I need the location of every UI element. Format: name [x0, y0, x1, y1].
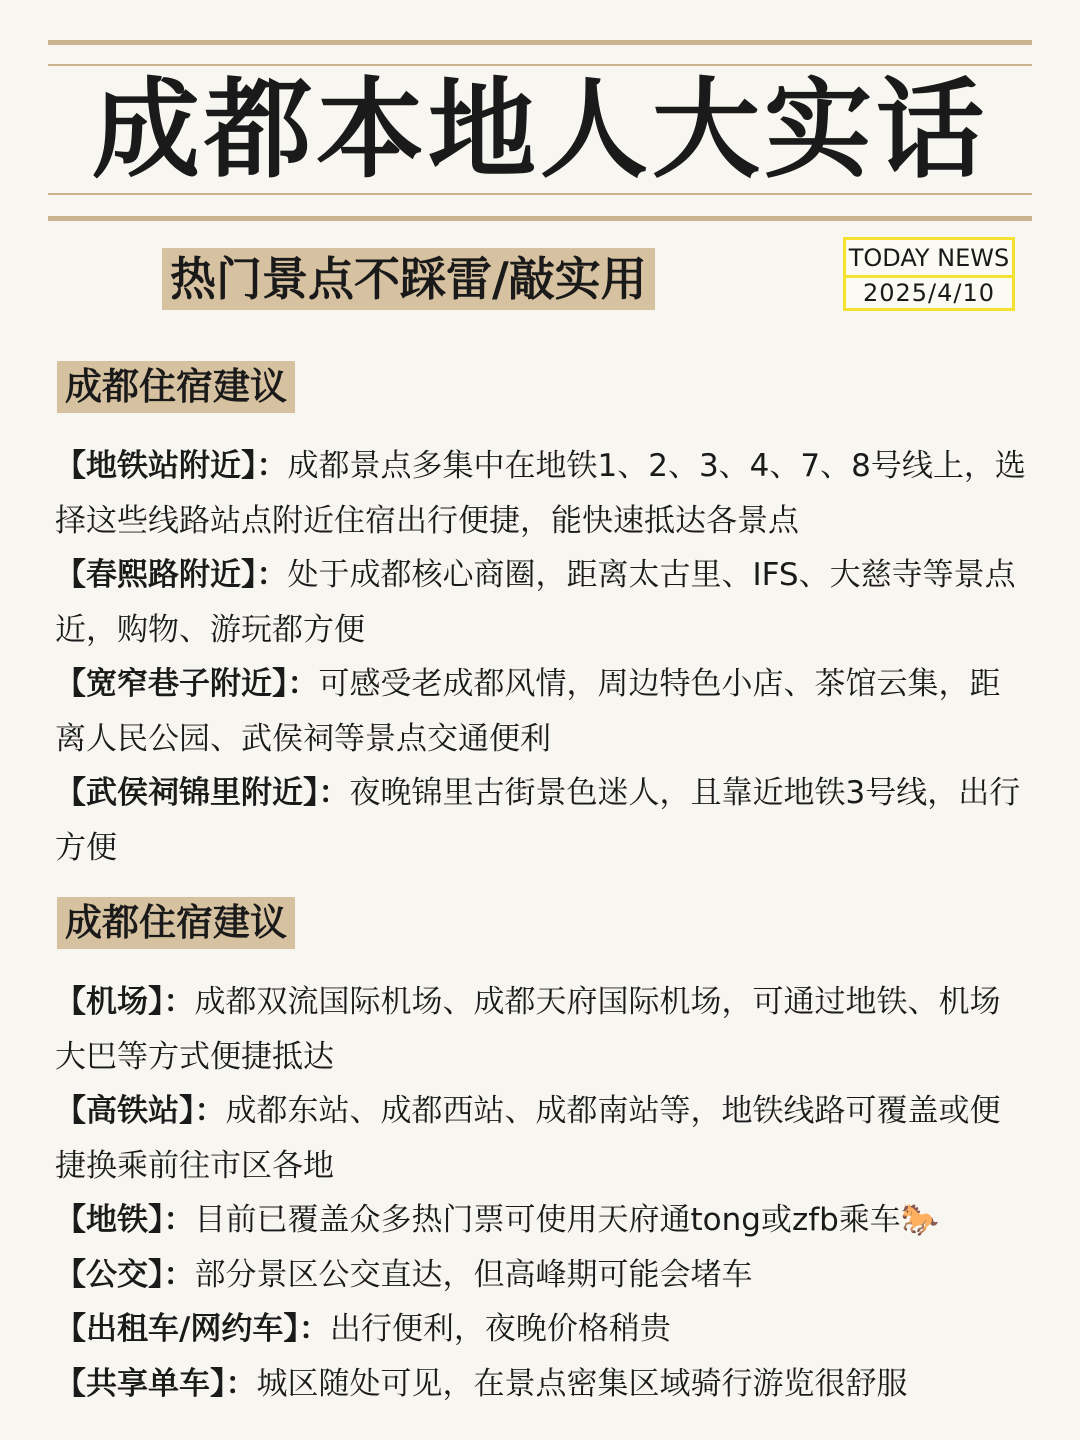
- bottom-rule-thick: [48, 216, 1032, 221]
- list-item: [55, 1084, 1030, 1193]
- item-key: 【高铁站】：: [55, 1093, 226, 1129]
- item-text: 成都景点多集中在地铁1、2、3、4、7、8号线上，选择这些线路站点附近住宿出行便捷，能快速抵达各景点: [55, 448, 1026, 539]
- item-key: 【出租车/网约车】：: [55, 1311, 330, 1347]
- today-news-label: TODAY NEWS: [848, 244, 1010, 272]
- list-item: [55, 766, 1030, 875]
- item-text: 夜晚锦里古街景色迷人，且靠近地铁3号线，出行方便: [55, 775, 1021, 866]
- list-item: [55, 1302, 1030, 1357]
- item-key: 【共享单车】：: [55, 1365, 257, 1402]
- today-news-stamp: [843, 237, 1015, 311]
- section-heading-accommodation: 成都住宿建议: [57, 361, 295, 413]
- item-key: 【地铁站附近】：: [55, 448, 288, 484]
- top-rule-thick: [48, 40, 1032, 45]
- item-key: 【地铁】：: [55, 1202, 195, 1238]
- list-item: [55, 1248, 1030, 1303]
- list-item: [55, 657, 1030, 766]
- section-heading-transport: 成都住宿建议: [57, 897, 295, 949]
- item-key: 【机场】：: [55, 984, 195, 1020]
- item-key: 【春熙路附近】：: [55, 557, 288, 593]
- item-text: 城区随处可见，在景点密集区域骑行游览很舒服: [256, 1365, 908, 1402]
- item-text: 处于成都核心商圈，距离太古里、IFS、大慈寺等景点近，购物、游玩都方便: [55, 557, 1016, 648]
- list-item: [55, 975, 1030, 1084]
- item-text: 出行便利，夜晚价格稍贵: [329, 1311, 671, 1347]
- accommodation-list: [55, 439, 1030, 875]
- item-key: 【武侯祠锦里附近】：: [55, 775, 350, 811]
- item-key: 【公交】：: [55, 1256, 195, 1293]
- list-item: [55, 1193, 1030, 1248]
- item-text: 可感受老成都风情，周边特色小店、茶馆云集，距离人民公园、武侯祠等景点交通便利: [55, 666, 1001, 757]
- item-key: 【宽窄巷子附近】：: [55, 666, 319, 702]
- list-item: [55, 439, 1030, 548]
- news-date: 2025/4/10: [862, 279, 996, 307]
- subtitle-banner: 热门景点不踩雷/敲实用: [162, 248, 655, 310]
- top-rule-thin: [48, 64, 1032, 66]
- item-text: 部分景区公交直达，但高峰期可能会堵车: [194, 1256, 753, 1293]
- item-text: 目前已覆盖众多热门票可使用天府通tong或zfb乘车🐎: [194, 1202, 940, 1238]
- list-item: [55, 1357, 1030, 1412]
- page-title: 成都本地人大实话: [91, 68, 988, 193]
- bottom-rule-thin: [48, 193, 1032, 195]
- transport-list: [55, 975, 1030, 1411]
- list-item: [55, 548, 1030, 657]
- item-text: 成都双流国际机场、成都天府国际机场，可通过地铁、机场大巴等方式便捷抵达: [55, 984, 1001, 1075]
- item-text: 成都东站、成都西站、成都南站等，地铁线路可覆盖或便捷换乘前往市区各地: [55, 1093, 1001, 1184]
